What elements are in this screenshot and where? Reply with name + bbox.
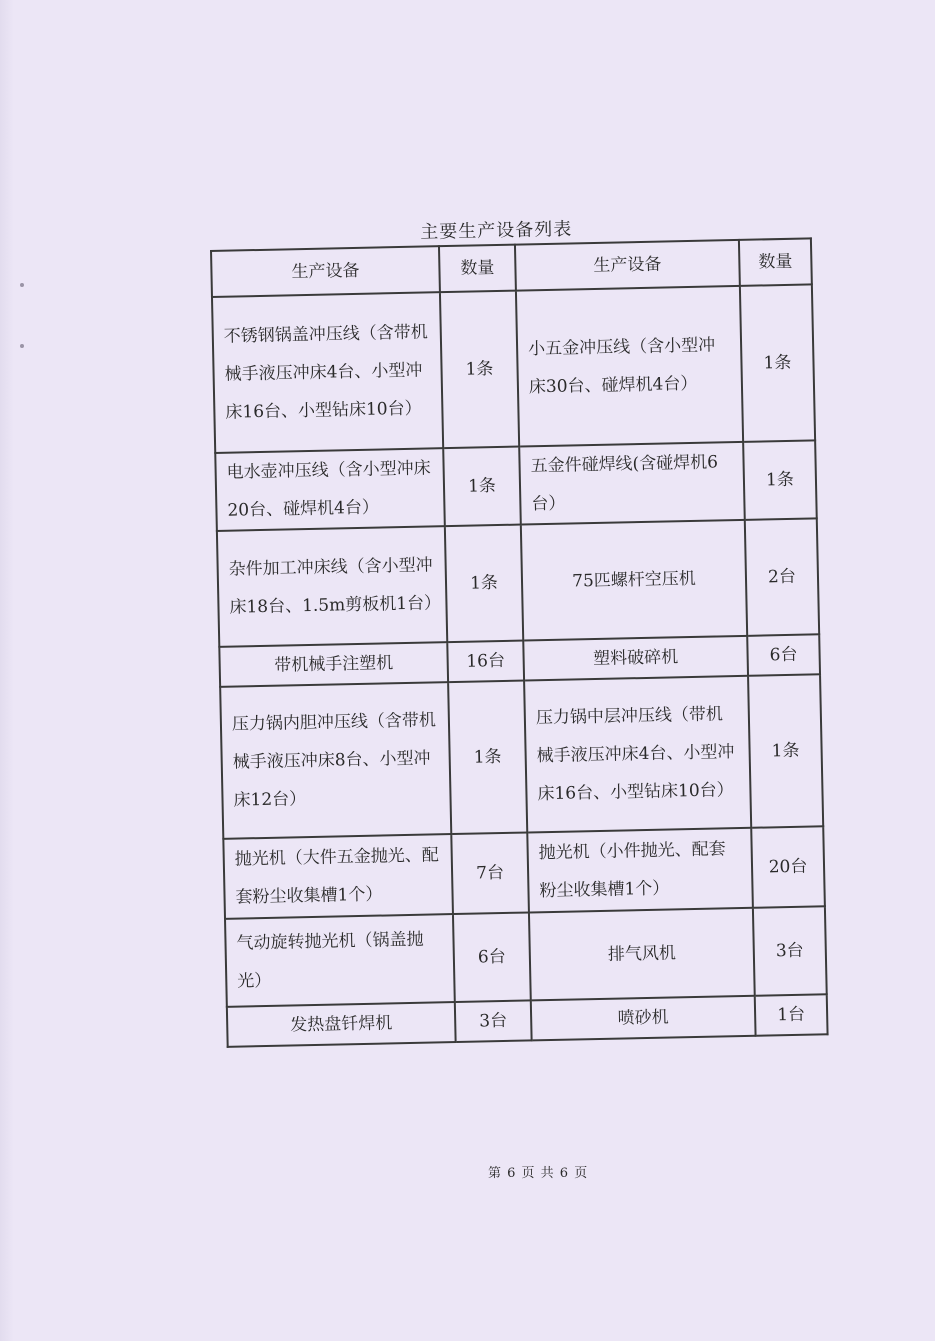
quantity-left: 6台: [453, 912, 531, 1002]
table-row: [225, 906, 827, 1007]
equipment-name-right: 抛光机（小件抛光、配套粉尘收集槽1个）: [527, 828, 753, 913]
table-row: [223, 826, 825, 919]
equipment-name-right: 五金件碰焊线(含碰焊机6台）: [519, 442, 745, 525]
header-equipment-left: 生产设备: [211, 246, 440, 297]
quantity-right: 3台: [753, 906, 827, 995]
equipment-name-right: 塑料破碎机: [523, 636, 748, 681]
equipment-name-left: 抛光机（大件五金抛光、配套粉尘收集槽1个）: [223, 834, 453, 919]
header-equipment-right: 生产设备: [515, 240, 740, 291]
quantity-left: 7台: [451, 832, 529, 914]
equipment-name-left: 发热盘钎焊机: [227, 1002, 456, 1047]
table-row: [212, 284, 815, 453]
equipment-table-container: [210, 237, 827, 1047]
table-row: [215, 440, 817, 531]
equipment-name-left: 压力锅内胆冲压线（含带机械手液压冲床8台、小型冲床12台）: [220, 682, 451, 839]
quantity-right: 2台: [745, 518, 819, 635]
equipment-name-right: 压力锅中层冲压线（带机械手液压冲床4台、小型冲床16台、小型钻床10台）: [524, 676, 751, 833]
equipment-name-left: 杂件加工冲床线（含小型冲床18台、1.5m剪板机1台）: [217, 526, 447, 647]
quantity-right: 20台: [751, 826, 825, 907]
quantity-left: 16台: [447, 641, 524, 683]
equipment-name-left: 不锈钢锅盖冲压线（含带机械手液压冲床4台、小型冲床16台、小型钻床10台）: [212, 292, 443, 453]
scan-edge: [0, 0, 14, 1341]
header-quantity-left: 数量: [439, 245, 516, 293]
quantity-right: 1条: [743, 440, 817, 519]
quantity-left: 1条: [448, 681, 527, 835]
punch-hole-mark: [20, 283, 24, 287]
quantity-right: 1条: [748, 674, 823, 827]
table-row: [217, 518, 819, 647]
quantity-left: 1条: [440, 291, 519, 449]
quantity-right: 6台: [747, 634, 820, 675]
equipment-name-left: 带机械手注塑机: [219, 642, 448, 687]
quantity-left: 1条: [443, 447, 521, 527]
equipment-table: [210, 237, 829, 1047]
quantity-left: 3台: [455, 1000, 532, 1042]
equipment-name-left: 气动旋转抛光机（锅盖抛光）: [225, 914, 455, 1007]
equipment-name-left: 电水壶冲压线（含小型冲床20台、碰焊机4台）: [215, 448, 445, 531]
header-quantity-right: 数量: [739, 238, 812, 285]
table-caption: 主要生产设备列表: [420, 218, 573, 243]
equipment-name-right: 75匹螺杆空压机: [521, 520, 747, 641]
equipment-name-right: 喷砂机: [531, 996, 756, 1041]
equipment-name-right: 排气风机: [529, 908, 755, 1001]
page-footer: 第 6 页 共 6 页: [488, 1166, 589, 1181]
punch-hole-mark: [20, 344, 24, 348]
table-row: [220, 674, 823, 839]
equipment-name-right: 小五金冲压线（含小型冲床30台、碰焊机4台）: [516, 286, 743, 447]
quantity-right: 1条: [740, 284, 815, 441]
quantity-left: 1条: [445, 525, 523, 643]
quantity-right: 1台: [755, 994, 828, 1035]
